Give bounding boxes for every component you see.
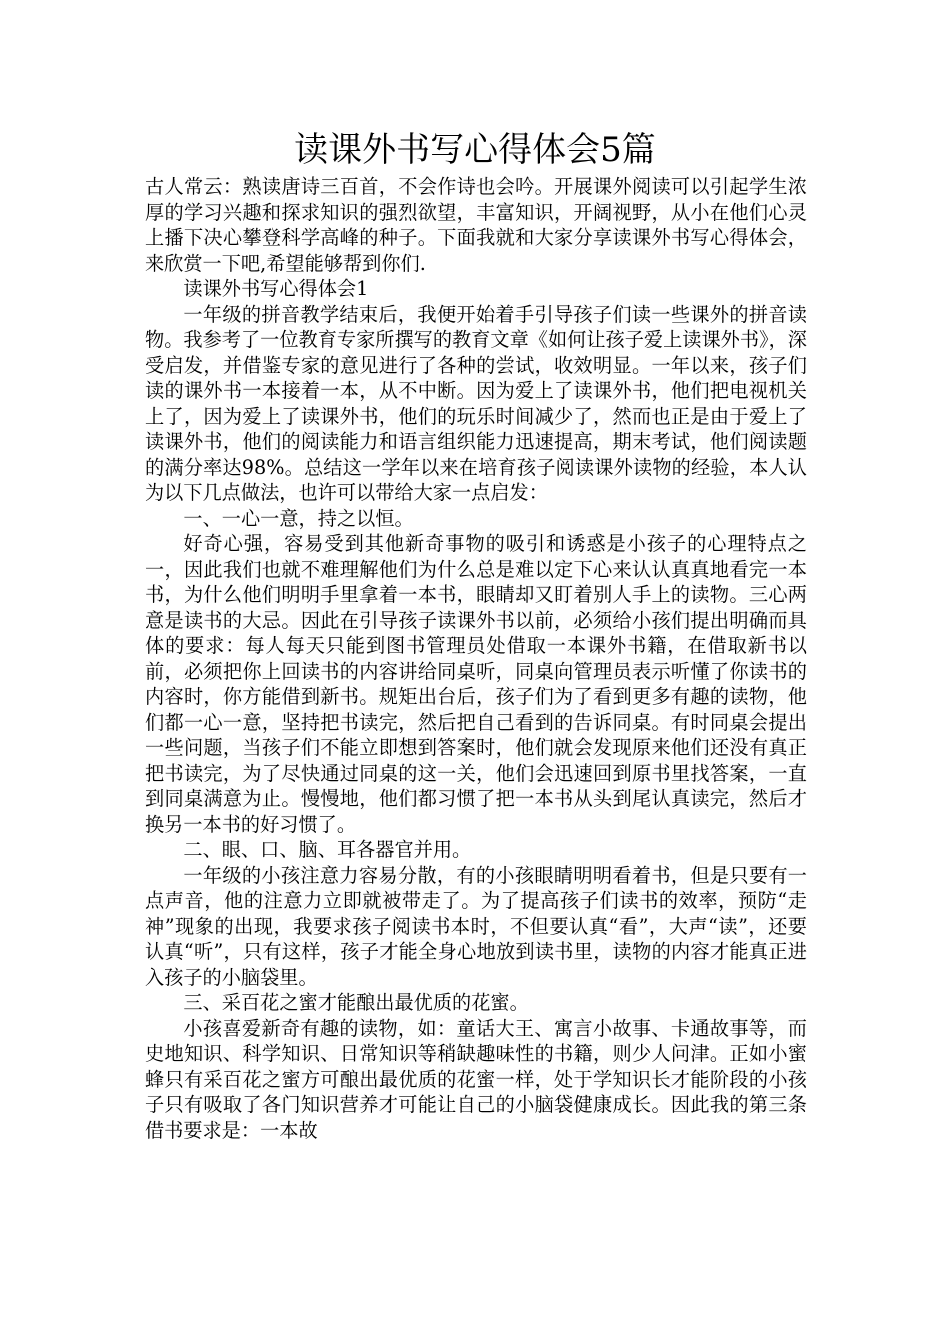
point-heading-1: 一、一心一意，持之以恒。 [183,506,414,530]
point-heading-2: 二、眼、口、脑、耳各器官并用。 [183,838,472,861]
paragraph: 一年级的小孩注意力容易分散，有的小孩眼睛明明看着书，但是只要有一点声音，他的注意力立即就被带走了。为了提高孩子们读书的效率，预防“走神”现象的出现，我要求孩子阅读书本时，不但要认真“看”，大声“读”，还要认真“听”，只有这样，孩子才能全身心地放到读书里，读物的内容才能真正进入孩子的小脑袋里。 [145,863,807,989]
document-title: 读课外书写心得体会5篇 [294,130,656,170]
paragraph: 一年级的拼音教学结束后，我便开始着手引导孩子们读一些课外的拼音读物。我参考了一位教育专家所撰写的教育文章《如何让孩子爱上读课外书》，深受启发，并借鉴专家的意见进行了各种的尝试，收效明显。一年以来，孩子们读的课外书一本接着一本，从不中断。因为爱上了读课外书，他们把电视机关上了，因为爱上了读课外书，他们的玩乐时间减少了，然而也正是由于爱上了读课外书，他们的阅读能力和语言组织能力迅速提高，期末考试，他们阅读题的满分率达98%。总结这一学年以来在培育孩子阅读课外读物的经验，本人认为以下几点做法，也许可以带给大家一点启发： [145,302,807,504]
document-body [145,174,807,1143]
paragraph-intro: 古人常云：熟读唐诗三百首，不会作诗也会吟。开展课外阅读可以引起学生浓厚的学习兴趣和探求知识的强烈欲望，丰富知识，开阔视野，从小在他们心灵上播下决心攀登科学高峰的种子。下面我就和大家分享读课外书写心得体会，来欣赏一下吧,希望能够帮到你们. [145,175,807,275]
point-heading-3: 三、采百花之蜜才能酿出最优质的花蜜。 [183,991,529,1014]
paragraph: 小孩喜爱新奇有趣的读物，如：童话大王、寓言小故事、卡通故事等，而史地知识、科学知识、日常知识等稍缺趣味性的书籍，则少人问津。正如小蜜蜂只有采百花之蜜方可酿出最优质的花蜜一样，处于学知识长才能阶段的小孩子只有吸取了各门知识营养才可能让自己的小脑袋健康成长。因此我的第三条借书要求是：一本故 [145,1016,807,1142]
paragraph: 好奇心强，容易受到其他新奇事物的吸引和诱惑是小孩子的心理特点之一，因此我们也就不难理解他们为什么总是难以定下心来认认真真地看完一本书，为什么他们明明手里拿着一本书，眼睛却又盯着别人手上的读物。三心两意是读书的大忌。因此在引导孩子读课外书以前，必须给小孩们提出明确而具体的要求：每人每天只能到图书管理员处借取一本课外书籍，在借取新书以前，必须把你上回读书的内容讲给同桌听，同桌向管理员表示听懂了你读书的内容时，你方能借到新书。规矩出台后，孩子们为了看到更多有趣的读物，他们都一心一意，坚持把书读完，然后把自己看到的告诉同桌。有时同桌会提出一些问题，当孩子们不能立即想到答案时，他们就会发现原来他们还没有真正把书读完，为了尽快通过同桌的这一关，他们会迅速回到原书里找答案，一直到同桌满意为止。慢慢地，他们都习惯了把一本书从头到尾认真读完，然后才换另一本书的好习惯了。 [145,532,807,836]
section-heading-1: 读课外书写心得体会1 [183,277,369,300]
